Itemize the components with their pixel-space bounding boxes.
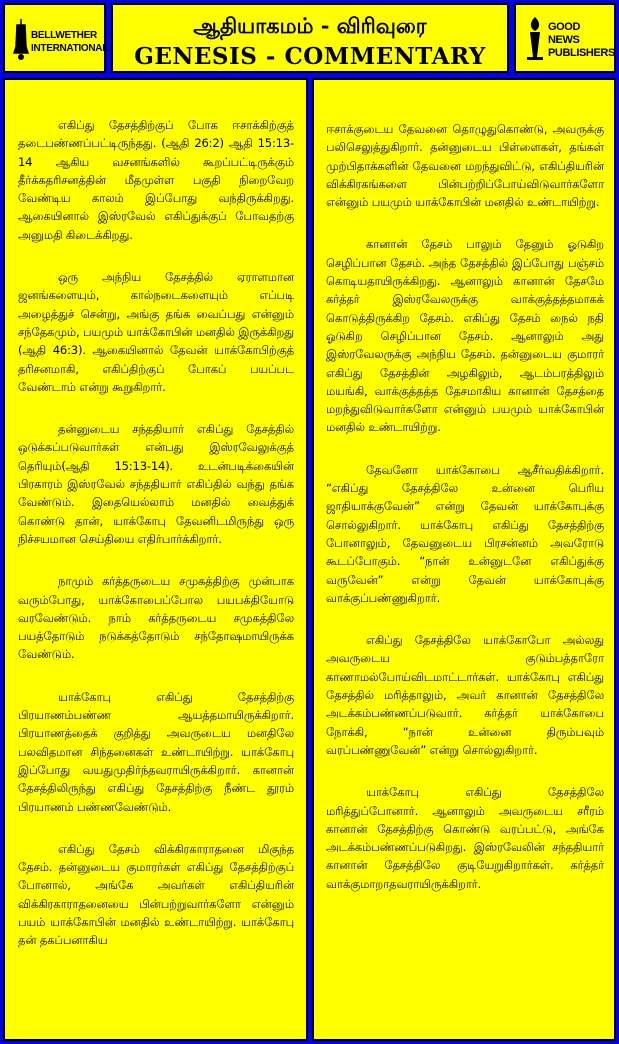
left-text-column [3, 78, 308, 1041]
paragraph: தேவனோ யாக்கோபை ஆசீர்வதிக்கிறார். “எகிப்து தேசத்திலே உன்னை பெரிய ஜாதியாக்குவேன்” என்று தேவன் யாக்கோபுக்கு சொல்லுகிறார். யாக்கோபு எகிப்து தேசத்திற்கு போனாலும், தேவனுடைய பிரசன்னம் அவரோடு கூடப்போகும். “நான் உன்னுடனே எகிப்துக்கு வருவேன்” என்று தேவன் யாக்கோபுக்கு வாக்குப்பண்ணுகிறார். [326, 462, 604, 605]
paragraph: ஒரு அந்நிய தேசத்தில் ஏராளமான ஜனங்களையும், கால்நடைகளையும் எப்படி அழைத்துச் சென்று, அங்கு தங்க வைப்பது என்னும் சந்தேகமும், பயமும் யாக்கோபின் மனதில் இருக்கிறது (ஆதி 46:3). ஆகையினால் தேவன் யாக்கோபிற்குத் தரிசனமாகி, எகிப்திற்குப் போகப் பயப்பட வேண்டாம் என்று கூறுகிறார். [18, 270, 294, 394]
paragraph: ஈசாக்குடைய தேவனை தொழுதுகொண்டு, அவருக்கு பலிசெலுத்துகிறார். தன்னுடைய பிள்ளைகள், தங்கள் முற்பிதாக்களின் தேவனை மறந்துவிட்டு, எகிப்தியரின் விக்கிரகங்களை பின்பற்றிப்போய்விடுவார்களோ என்னும் பயமும் யாக்கோபின் மனதில் உண்டாயிற்று. [326, 122, 604, 210]
paragraph: கானான் தேசம் பாலும் தேனும் ஓடுகிற செழிப்பான தேசம். அந்த தேசத்தில் இப்போது பஞ்சம் கொடியதாயிருக்கிறது. ஆனாலும் கானான் தேசமே கர்த்தர் இஸ்ரவேலருக்கு வாக்குத்தத்தமாகக் கொடுத்திருக்கிற தேசம். எகிப்து தேசம் நைல் நதி ஓடுகிற செழிப்பான தேசம். ஆனாலும் அது இஸ்ரவேலருக்கு அந்நிய தேசம். தன்னுடைய குமாரர் எகிப்து தேசத்தின் அழகிலும், ஆடம்பரத்திலும் மயங்கி, வாக்குத்தத்த தேசமாகிய கானான் தேசத்தை மறந்துவிடுவார்களோ என்னும் பயமும் யாக்கோபின் மனதில் உண்டாயிற்று. [326, 237, 604, 435]
english-title: GENESIS - COMMENTARY [134, 43, 486, 70]
paragraph: நாமும் கர்த்தருடைய சமுகத்திற்கு முன்பாக வரும்போது, யாக்கோபைப்போல பயபக்தியோடு வரவேண்டும். நாம் கர்த்தருடைய சமுகத்திலே பயத்தோடும் நடுக்கத்தோடும் சந்தோஷமாயிருக்க வேண்டும். [18, 574, 294, 662]
paragraph: தன்னுடைய சந்ததியார் எகிப்து தேசத்தில் ஒடுக்கப்படுவார்கள் என்பது இஸ்ரவேலுக்குத் தெரியும்(ஆதி 15:13-14). உடன்படிக்கையின் பிரகாரம் இஸ்ரவேல் சந்ததியார் எகிப்தில் வந்து தங்க வேண்டும். இதையெல்லாம் மனதில் வைத்துக் கொண்டு தான், யாக்கோபு தேவனிடமிருந்து ஒரு நிச்சயமான செய்தியை எதிர்பார்க்கிறார். [18, 422, 294, 546]
torch-icon [524, 15, 546, 61]
left-logo-text: BELLWETHER INTERNATIONAL [31, 30, 109, 54]
paragraph: யாக்கோபு எகிப்து தேசத்திலே மரித்துப்போனார். ஆனாலும் அவருடைய சரீரம் கானான் தேசத்திற்கு கொண்டு வரப்பட்டு, அங்கே அடக்கம்பண்ணப்படுகிறது. இஸ்ரவேலின் சந்ததியார் கானான் தேசத்திலே குடியேறுகிறார்கள். கர்த்தர் வாக்குமாறாதவராயிருக்கிறார். [326, 785, 604, 891]
tamil-title: ஆதியாகமம் - விரிவுரை [193, 13, 427, 38]
right-logo-text: GOOD NEWS PUBLISHERS [548, 21, 615, 59]
paragraph: எகிப்து தேசம் விக்கிரகாராதனை மிகுந்த தேசம். தன்னுடைய குமாரர்கள் எகிப்து தேசத்திற்குப் போனால், அங்கே அவர்கள் எகிப்தியரின் விக்கிரகாராதனையை பின்பற்றுவார்களோ என்னும் பயம் யாக்கோபின் மனதில் உண்டாயிற்று. யாக்கோபு தன் தகப்பனாகிய [18, 841, 294, 948]
publisher-logo-right [514, 3, 616, 73]
paragraph: யாக்கோபு எகிப்து தேசத்திற்கு பிரயாணம்பண்ண ஆயத்தமாயிருக்கிறார். பிரயாணத்தைக் குறித்து அவருடைய மனதிலே பலவிதமான சிந்தனைகள் உண்டாயிற்று. யாக்கோபு இப்போது வயதுமுதிர்ந்தவராயிருக்கிறார். கானான் தேசத்திலிருந்து எகிப்து தேசத்திற்கு நீண்ட தூரம் பிரயாணம் பண்ணவேண்டும். [18, 689, 294, 814]
right-text-column [312, 78, 616, 1041]
paragraph: எகிப்து தேசத்திற்குப் போக ஈசாக்கிற்குத் தடைபண்ணப்பட்டிருந்தது. (ஆதி 26:2) ஆதி 15:13-14 ஆகிய வசனங்களில் கூறப்பட்டிருக்கும் தீர்க்கதரிசனத்தின் மீதமுள்ள பகுதி நிறைவேற வேண்டிய காலம் இப்போது வந்திருக்கிறது. ஆகையினால் இஸ்ரவேல் எகிப்துக்குப் போவதற்கு அனுமதி கிடைக்கிறது. [18, 118, 294, 242]
bell-icon [13, 17, 29, 61]
publisher-logo-left [3, 3, 109, 73]
page-header [111, 3, 509, 73]
paragraph: எகிப்து தேசத்திலே யாக்கோபோ அல்லது அவருடைய குடும்பத்தாரோ காணாமல்போய்விடமாட்டார்கள். யாக்கோபு எகிப்து தேசத்தில் மரித்தாலும், அவர் கானான் தேசத்திலே அடக்கம்பண்ணப்படுவார். கர்த்தர் யாக்கோபை நோக்கி, “நான் உன்னை திரும்பவும் வரப்பண்ணுவேன்” என்று சொல்லுகிறார். [326, 633, 604, 757]
